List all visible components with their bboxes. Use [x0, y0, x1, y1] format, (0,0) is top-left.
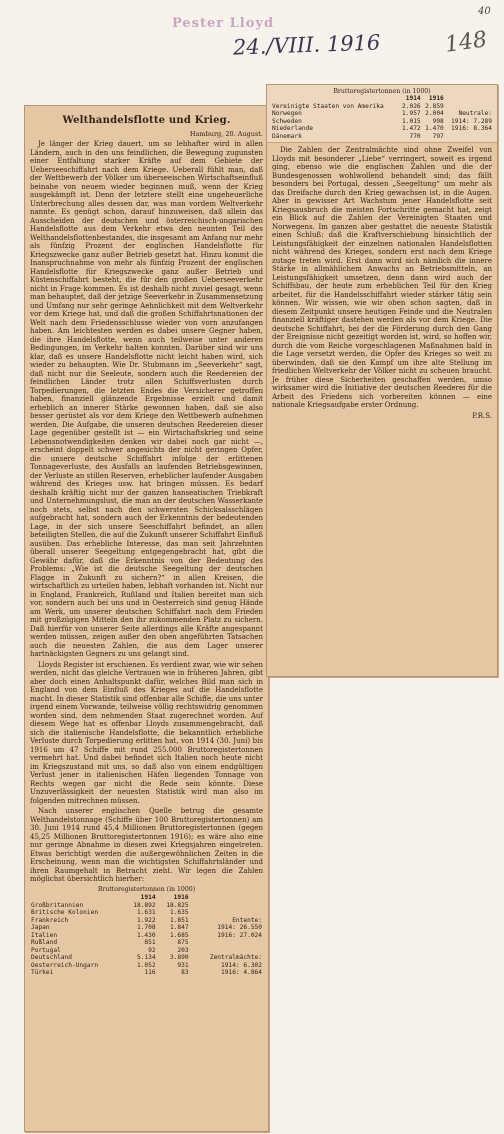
tonnage-table-1 [30, 894, 263, 977]
article-headline: Welthandelsflotte und Krieg. [62, 115, 231, 126]
cell-country: Norwegen [272, 110, 302, 117]
cell-country: Italien [31, 931, 58, 939]
cell-note [445, 103, 493, 111]
cell-note: 1916: 27.024 [217, 931, 262, 939]
cell-a: 1.430 [136, 931, 156, 939]
cell-b: 1.635 [169, 909, 189, 916]
cell-country: Deutschland [31, 954, 72, 961]
cell-country: Portugal [31, 946, 61, 954]
table-row [30, 909, 263, 917]
table-row [30, 939, 263, 947]
cell-country: Rußland [31, 939, 58, 946]
cell-b: 931 [177, 961, 189, 969]
left-column [25, 106, 268, 980]
article-paragraph: Lloyds Register ist erschienen. Es verdient zwar, wie wir sehen werden, nicht das gleiche Vertrauen wie in früheren Jahren, gibt aber doch einen Anhaltspunkt dafür, welches Bild man sich in England von dem Einfluß des Krieges auf die Handelsflotte macht. In dieser Statistik sind offenbar alle Schiffe, die uns unter irgend einem Vorwande, teilweise völlig rechtswidrig genommen worden sind, dem nehmenden Staat zugerechnet worden. Auf diesem Wege hat es offenbar Lloyds zusammengebracht, daß sich die italienische Handelsflotte, die bekanntlich erhebliche Verluste durch Torpedierung erlitten hat, von 1914 (30. Juni) bis 1916 um 47 Schiffe mit rund 255.000 Bruttoregistertonnen vermehrt hat. Und dabei befindet sich Italien noch heute nicht im Kriegszustand mit uns, so daß also von einem endgültigen Verlust jener in italienischen Häfen liegenden Tonnage von Rechts wegen gar nicht die Rede sein könnte. Diese Unzuverlässigkeit der neuesten Statistik wird man also im folgenden mitrechnen müssen. [30, 660, 263, 805]
cell-b: 203 [177, 946, 189, 954]
cell-a: 92 [148, 946, 156, 954]
cell-a: 1.708 [136, 924, 156, 931]
cell-note: 1916: 8.364 [451, 125, 492, 132]
table-row [30, 954, 263, 962]
article-paragraph: Nach unserer englischen Quelle betrug die gesamte Welthandelstonnage (Schiffe über 100 Bruttoregistertonnen) am 30. Juni 1914 rund 45,4 Millionen Bruttoregistertonnen (gegen 45,25 Millionen Bruttoregistertonnen 1916); es wäre also eine nur geringe Abnahme in diesen zwei Kriegsjahren eingetreten. Etwas berichtigt werden die außergewöhnlichen Zeiten in die Erscheinung, wenn man die wichtigsten Schiffahrtsländer und ihren Raumgehalt in Betracht zieht. Wir legen die Zahlen möglichst übersichtlich hierher: [30, 807, 263, 883]
cell-a: 1.922 [136, 916, 156, 924]
cell-country: Niederlande [272, 125, 313, 132]
cell-a: 2.026 [402, 102, 421, 110]
cell-country: Vereinigte Staaten von Amerika [272, 102, 384, 110]
right-paragraph: Die Zahlen der Zentralmächte sind ohne Zweifel von Lloyds mit besonderer „Liebe“ verringert, soweit es irgend ging, ebenso wie die englischen Zahlen und die der Bundesgenossen wohlwollend behandelt sind; das fällt besonders bei Portugal, dessen „Seegeltung“ um mehr als das Dreifache durch den Krieg gewachsen ist, in die Augen. Aber in gewisser Art Wachstum jener Handelsflotte seit Kriegsausbruch die meisten Fortschritte gemacht hat, zeigt ein Blick auf die Zahlen der Vereinigten Staaten und Norwegens. Im ganzen aber gestattet die neueste Statistik einen Schluß: daß die Kraftverschiebung hinsichtlich der Leistungsfähigkeit der einzelnen nationalen Handelsflotten nicht während des Krieges, sondern erst nach dem Kriege zutage treten wird. Erst dann wird sich nämlich die innere Stärke in allmählichem Anwachs an Betriebsmitteln, an Leistungsfähigkeit umsetzen, denn dann wird auch der Schiffsbau, der heute zum erheblichen Teil für den Krieg arbeitet, für die Handelsschiffahrt wieder stärker tätig sein können. Wir wissen, wie wir oben schon sagten, daß in diesem Zeitpunkt unsere heutigen Feinde und die Neutralen finanziell kräftiger dastehen werden als vor dem Kriege. Die deutsche Schiffahrt, bei der die Förderung durch den Gang der Ereignisse nicht gezeitigt worden ist, wird, so hoffen wir, durch die vom Reiche vorgeschlagenen Maßnahmen bald in die Lage versetzt werden, die Opfer des Krieges so weit zu überwinden, daß sie den Kampf um ihre alte Stellung im friedlichen Weltverkehr der Völker nicht zu scheuen braucht. Je früher diese Sicherheiten geschaffen werden, umso wirksamer wird die Initiative der deutschen Reederei für die Arbeit des Friedens sich vorbereiten können — eine nationale Kriegsaufgabe erster Ordnung. [272, 146, 492, 409]
table2-year-a: 1914 [405, 95, 421, 102]
cell-country: Japan [31, 924, 50, 931]
handwritten-date: 24./VIII. 1916 [232, 30, 381, 60]
right-table-block [267, 85, 497, 143]
corner-number: 40 [478, 6, 491, 17]
table-row [30, 917, 263, 925]
cell-b: 1.847 [169, 924, 189, 931]
cell-country: Oesterreich-Ungarn [31, 961, 99, 969]
table-row [271, 133, 493, 141]
cell-note [190, 947, 263, 955]
cell-note: Neutrale: [458, 110, 492, 117]
table-row [30, 962, 263, 970]
table2-header-row [271, 95, 493, 103]
table2-year-b: 1916 [428, 95, 444, 102]
cell-b: 1.851 [169, 916, 189, 924]
cell-b: 2.859 [425, 102, 444, 110]
cell-country: Dänemark [272, 132, 302, 140]
cell-note [445, 133, 493, 141]
cell-note: Entente: [232, 916, 262, 924]
cell-b: 18.825 [166, 901, 189, 909]
cell-country: Frankreich [31, 916, 69, 924]
cell-b: 875 [177, 939, 189, 946]
newspaper-stamp: Pester Lloyd [171, 16, 275, 31]
handwritten-number: 148 [443, 27, 489, 58]
cell-b: 83 [181, 969, 189, 976]
table1-header-row [30, 894, 263, 902]
article-paragraph: Je länger der Krieg dauert, um so lebhafter wird in allen Ländern, auch in den uns feindlichen, die Bewegung zugunsten einer Entfaltung starker Kräfte auf dem Gebiete der Ueberseeschiffahrt nach dem Kriege. Ueberall fühlt man, daß der Wettbewerb der Völker um überseeischen Wirtschaftseinfluß beinahe von neuem wieder beginnen muß, wenn der Krieg ausgekämpft ist. Denn der letztere stellt eine ungeheuerliche Unterbrechung alles dessen dar, was man vordem Weltverkehr nannte. Es genügt schon, darauf hinzuweisen, daß allein das Ausscheiden der deutschen und österreichisch-ungarischen Handelsflotte aus dem Verkehr etwa den neunten Teil des Welthandelsflottenbestandes, die insgesamt am Anfang nur mehr als fünfzig Prozent der englischen Handelsflotte für Kriegszwecke ganz außer Betrieb gesetzt hat. Hinzu kommt die Inanspruchnahme von mehr als fünfzig Prozent der englischen Handelsflotte für Kriegszwecke ganz außer Betrieb und Küstenschiffahrt besteht, die für den großen Ueberseeverkehr nicht in Frage kommen. Es ist deshalb nicht zuviel gesagt, wenn man behauptet, daß der jetzige Seeverkehr in Zusammensetzung und Umfang nur sehr geringe Aehnlichkeit mit dem Weltverkehr vor dem Kriege hat, und daß die großen Schiffahrtsnationen der Welt nach dem Friedensschlusse wieder von vorn anzufangen haben. Am leichtesten werden es dabei unsere Gegner haben, die ihre Handelsflotte, wenn auch teilweise unter anderen Bedingungen, im Verkehr halten konnten. Darüber sind wir uns klar, daß es unsere Handelsflotte nicht leicht haben wird, sich wieder zu behaupten. Wie Dr. Stubmann im „Seeverkehr“ sagt, daß nicht nur die Seeleute, sondern auch die Reedereien der feindlichen Länder trotz allen Schiffsverlusten durch Torpedierungen, die letzten Endes die Versicherer getroffen haben, finanziell glänzende Ergebnisse erzielt und damit erheblich an innerer Stärke gewonnen haben, daß sie also besser gerüstet als vor dem Kriege den Wettbewerb aufnehmen werden. Die Aufgabe, die unseren deutschen Reedereien dieser Lage gegenüber gestellt ist — ein Wirtschaftskrieg und seine Lebensnotwendigkeiten denken wir dabei noch gar nicht —, erscheint doppelt schwer angesichts der nicht geringen Opfer, die unsere deutsche Schiffahrt infolge der erlittenen Tonnageverluste, des Ausfalls an laufenden Betriebsgewinnen, der Verluste an stillen Reserven, erheblicher laufender Ausgaben während des Krieges usw. hat bringen müssen. Es bedarf deshalb kräftig nicht nur der ganzen hanseatischen Triebkraft und Unternehmungslust, die man an der deutschen Wasserkante noch stets, selbst nach den schwersten Schicksalsschlägen aufgebracht hat, sondern auch der Erkenntnis der bedeutenden Lage, in der sich unsere Seeschiffahrt befindet, an allen beteiligten Stellen, die auf die Zukunft unserer Schiffahrt Einfluß ausüben. Das erhebliche Interesse, das man seit Jahrzehnten überall unserer Seegeltung entgegengebracht hat, gibt die Gewähr dafür, daß die Erkenntnis von der Bedeutung des Problems: „Wie ist die deutsche Seegeltung der deutschen Flagge in Zukunft zu sichern?“ in allen Kreisen, die wirtschaftlich zu urteilen haben, lebhaft vorhanden ist. Nicht nur in England, Frankreich, Rußland und Italien bereitet man sich vor, sondern auch bei uns und in Oesterreich sind genug Hände am Werk, um unserer deutschen Schiffahrt nach dem Frieden mit großzügigen Mitteln den ihr zukommenden Platz zu sichern. Daß hierfür von unserer Seite allerdings alle Kräfte angespannt werden müssen, zeigen außer den oben angeführten Tatsachen auch die neuesten Zahlen, die aus dem Lager unserer hartnäckigsten Gegners zu uns gelangt sind. [30, 140, 263, 658]
cell-note: Zentralmächte: [209, 954, 262, 961]
cell-a: 18.892 [133, 901, 156, 909]
left-clipping [24, 105, 269, 1132]
table1-caption: Bruttoregistertonnen (in 1000) [97, 885, 196, 893]
cell-note [190, 902, 263, 910]
cell-a: 116 [144, 969, 156, 976]
table-row [30, 902, 263, 910]
table-row [271, 118, 493, 126]
table-row [30, 932, 263, 940]
cell-a: 851 [144, 939, 156, 946]
cell-country: Schweden [272, 117, 302, 125]
article-dateline: Hamburg, 20. August. [189, 129, 263, 138]
cell-a: 770 [409, 132, 421, 140]
cell-a: 5.134 [136, 954, 156, 961]
cell-note [190, 909, 263, 917]
cell-b: 1.685 [169, 931, 189, 939]
cell-b: 998 [432, 117, 444, 125]
cell-note: 1914: 6.302 [221, 961, 262, 969]
right-clipping [266, 84, 498, 677]
table-row [271, 110, 493, 118]
cell-a: 1.957 [402, 110, 421, 117]
table-row [30, 969, 263, 977]
cell-country: Britische Kolonien [31, 909, 99, 916]
table-row [30, 947, 263, 955]
table2-caption: Bruttoregistertonnen (in 1000) [333, 88, 431, 95]
cell-country: Türkei [31, 969, 54, 976]
cell-a: 1.052 [136, 961, 156, 969]
tonnage-table-2 [271, 95, 493, 140]
table1-year-b: 1916 [173, 894, 189, 901]
cell-b: 2.004 [425, 110, 444, 117]
cell-note: 1916: 4.864 [221, 969, 262, 976]
cell-a: 1.472 [402, 125, 421, 132]
table-row [271, 125, 493, 133]
cell-a: 1.015 [402, 117, 421, 125]
table-row [30, 924, 263, 932]
cell-note: 1914: 7.289 [451, 117, 492, 125]
author-signature: P.R.S. [472, 411, 492, 420]
cell-note: 1914: 26.550 [217, 924, 262, 931]
right-column [267, 143, 497, 423]
cell-a: 1.631 [136, 909, 156, 916]
cell-b: 3.890 [169, 954, 189, 961]
table1-year-a: 1914 [140, 894, 156, 901]
cell-country: Großbritannien [31, 901, 84, 909]
cell-note [190, 939, 263, 947]
cell-b: 797 [432, 132, 444, 140]
cell-b: 1.470 [425, 125, 444, 132]
table-row [271, 103, 493, 111]
